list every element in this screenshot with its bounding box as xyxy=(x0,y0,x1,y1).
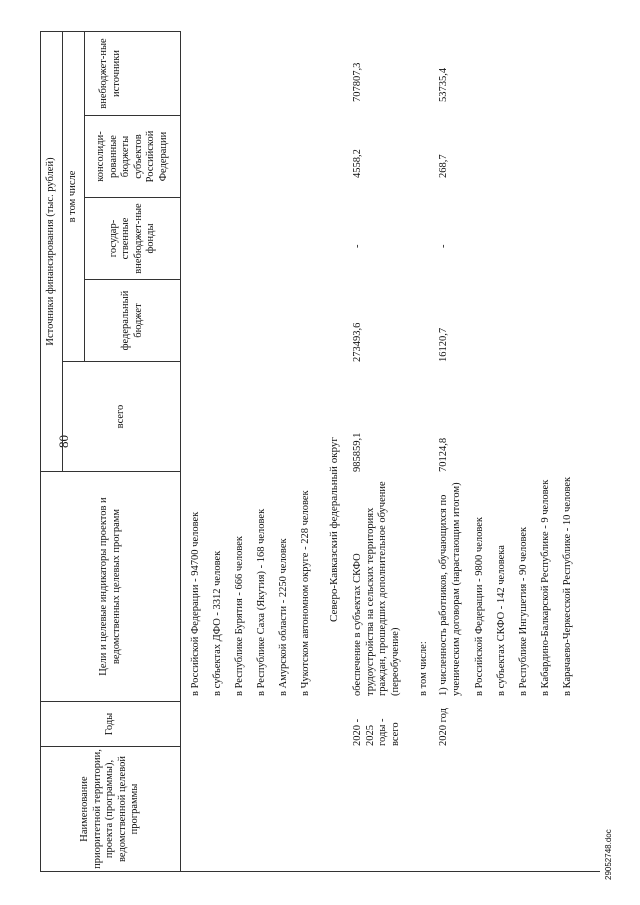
list-item: в Республике Бурятия - 666 человек xyxy=(234,535,245,696)
list-item: в субъектах СКФО - 142 человека xyxy=(496,545,507,696)
district-heading: Северо-Кавказский федеральный округ xyxy=(328,437,340,622)
rotated-table-sheet xyxy=(40,32,600,872)
list-item: в Республике Ингушетия - 90 человек xyxy=(518,526,529,696)
list-item: в Российской Федерации - 9800 человек xyxy=(474,516,485,696)
block2-federal: 16120,7 xyxy=(438,327,449,362)
block1-federal: 273493,6 xyxy=(352,322,363,362)
list-item: в Чукотском автономном округе - 228 человек xyxy=(300,490,311,696)
list-item: в субъектах ДФО - 3312 человек xyxy=(212,550,223,696)
block1-total: 985859,1 xyxy=(352,432,363,472)
header-including: в том числе xyxy=(63,31,85,361)
block2-state-funds: - xyxy=(438,244,449,248)
block1-extrabudget: 707807,3 xyxy=(352,62,363,102)
block1-consolidated: 4558,2 xyxy=(352,149,363,178)
header-federal: федеральный бюджет xyxy=(85,279,181,361)
document-id: 29052748.doc xyxy=(604,829,613,880)
block2-extrabudget: 53735,4 xyxy=(438,67,449,102)
header-name: Наименование приоритетной территории, проекта (программы), ведомственной целевой программы xyxy=(41,746,181,871)
block2-years: 2020 год xyxy=(438,708,449,746)
header-state-funds: государ-ственные внебюджет-ные фонды xyxy=(85,197,181,279)
block1-text: обеспечение в субъектах СКФО трудоустройства на сельских территориях граждан, прошедших дополнительное обучение (переобучение) xyxy=(352,481,401,696)
block1-years: 2020 - 2025 годы - всего xyxy=(352,718,401,746)
including-label: в том числе: xyxy=(418,641,429,696)
header-sources: Источники финансирования (тыс. рублей) xyxy=(41,31,63,471)
list-item: в Амурской области - 2250 человек xyxy=(278,538,289,696)
block2-total: 70124,8 xyxy=(438,437,449,472)
header-indicators: Цели и целевые индикаторы проектов и ведомственных целевых программ xyxy=(41,471,181,701)
table-header xyxy=(40,31,181,872)
list-item: в Республике Саха (Якутия) - 168 человек xyxy=(256,508,267,696)
page-number: 80 xyxy=(56,435,71,448)
list-item: в Российской Федерации - 94700 человек xyxy=(190,511,201,696)
header-extrabudget: внебюджет-ные источники xyxy=(41,31,181,115)
list-item: в Кабардино-Балкарской Республике - 9 человек xyxy=(540,479,551,696)
header-total: всего xyxy=(63,361,181,471)
header-consolidated: консолиди-рованные бюджеты субъектов Российской Федерации xyxy=(85,115,181,197)
list-item: в Карачаево-Черкесской Республике - 10 человек xyxy=(562,476,573,696)
left-border xyxy=(180,871,600,872)
block1-state-funds: - xyxy=(352,244,363,248)
header-years: Годы xyxy=(41,701,181,746)
block2-consolidated: 268,7 xyxy=(438,154,449,178)
block2-text: 1) численность работников, обучающихся по ученическим договорам (нарастающим итогом) xyxy=(438,482,462,696)
